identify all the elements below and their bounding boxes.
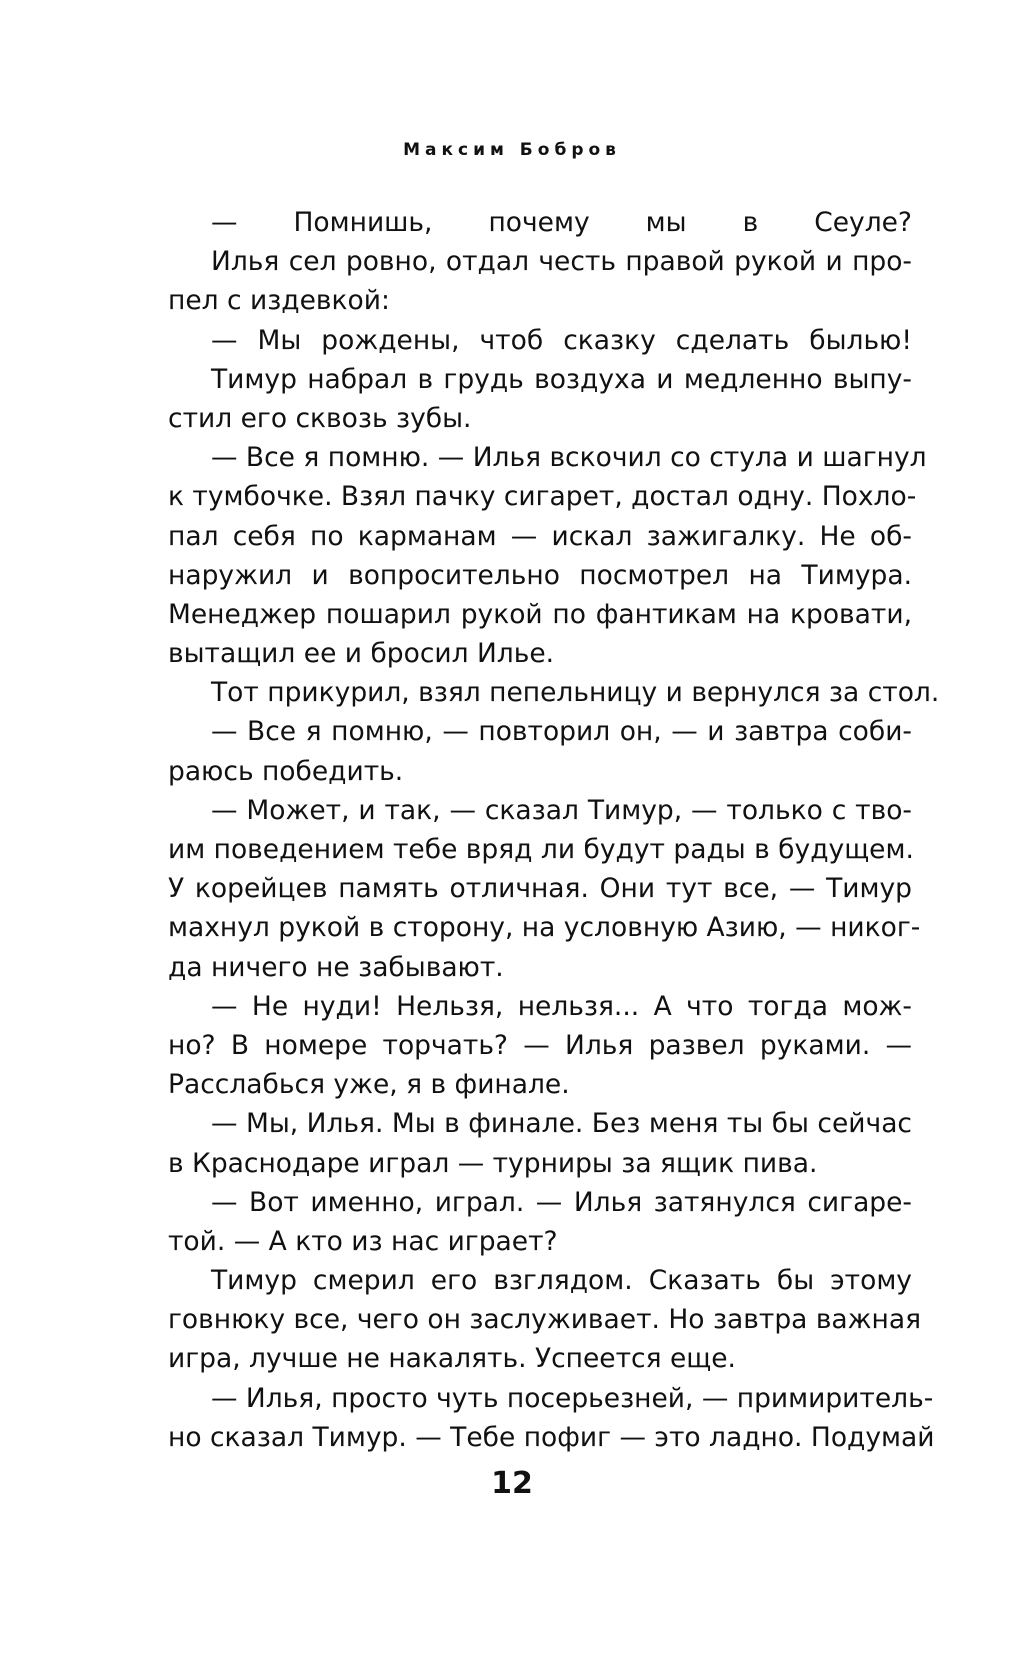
text-line: говнюку все, чего он заслуживает. Но завтра важная	[168, 1304, 922, 1336]
text-line: вытащил ее и бросил Илье.	[168, 638, 555, 670]
text-line: — Илья, просто чуть посерьезней, — примиритель-	[211, 1382, 934, 1414]
text-line: но? В номере торчать? — Илья развел руками. —	[168, 1029, 912, 1061]
text-line: Тимур смерил его взглядом. Сказать бы этому	[211, 1265, 912, 1297]
text-line: — Мы, Илья. Мы в финале. Без меня ты бы сейчас	[211, 1108, 912, 1140]
text-line: махнул рукой в сторону, на условную Азию, — никог-	[168, 912, 921, 944]
text-line: Менеджер пошарил рукой по фантикам на кровати,	[168, 598, 912, 630]
text-line: — Не нуди! Нельзя, нельзя... А что тогда мож-	[211, 990, 912, 1022]
text-line: — Помнишь, почему мы в Сеуле?	[211, 207, 912, 238]
text-line: — Все я помню. — Илья вскочил со стула и шагнул	[211, 442, 927, 474]
text-line: У корейцев память отличная. Они тут все, — Тимур	[168, 873, 912, 905]
text-line: пал себя по карманам — искал зажигалку. Не об-	[168, 520, 912, 552]
text-line: пел с издевкой:	[168, 285, 390, 317]
text-line: к тумбочке. Взял пачку сигарет, достал одну. Похло-	[168, 481, 917, 513]
text-line: — Может, и так, — сказал Тимур, — только с тво-	[211, 794, 912, 826]
text-line: да ничего не забывают.	[168, 951, 504, 983]
text-line: — Все я помню, — повторил он, — и завтра соби-	[211, 716, 912, 748]
text-line: но сказал Тимур. — Тебе пофиг — это ладно. Подумай	[168, 1421, 935, 1453]
text-line: той. — А кто из нас играет?	[168, 1225, 558, 1257]
text-line: в Краснодаре играл — турниры за ящик пива.	[168, 1147, 818, 1179]
body-text	[168, 203, 940, 1457]
text-line: — Мы рождены, чтоб сказку сделать былью!	[211, 324, 912, 356]
text-line: Расслабься уже, я в финале.	[168, 1069, 570, 1101]
text-line: наружил и вопросительно посмотрел на Тимура.	[168, 559, 912, 591]
text-line: им поведением тебе вряд ли будут рады в будущем.	[168, 834, 914, 865]
text-line: раюсь победить.	[168, 755, 404, 787]
text-line: — Вот именно, играл. — Илья затянулся сигаре-	[211, 1186, 912, 1218]
text-line: Илья сел ровно, отдал честь правой рукой и про-	[211, 246, 912, 278]
running-head-author: Максим Бобров	[403, 140, 621, 160]
text-line: Тимур набрал в грудь воздуха и медленно выпу-	[211, 363, 912, 395]
text-line: стил его сквозь зубы.	[168, 402, 472, 434]
text-line: игра, лучше не накалять. Успеется еще.	[168, 1343, 736, 1375]
page-number: 12	[491, 1466, 533, 1501]
text-line: Тот прикурил, взял пепельницу и вернулся за стол.	[211, 677, 940, 709]
